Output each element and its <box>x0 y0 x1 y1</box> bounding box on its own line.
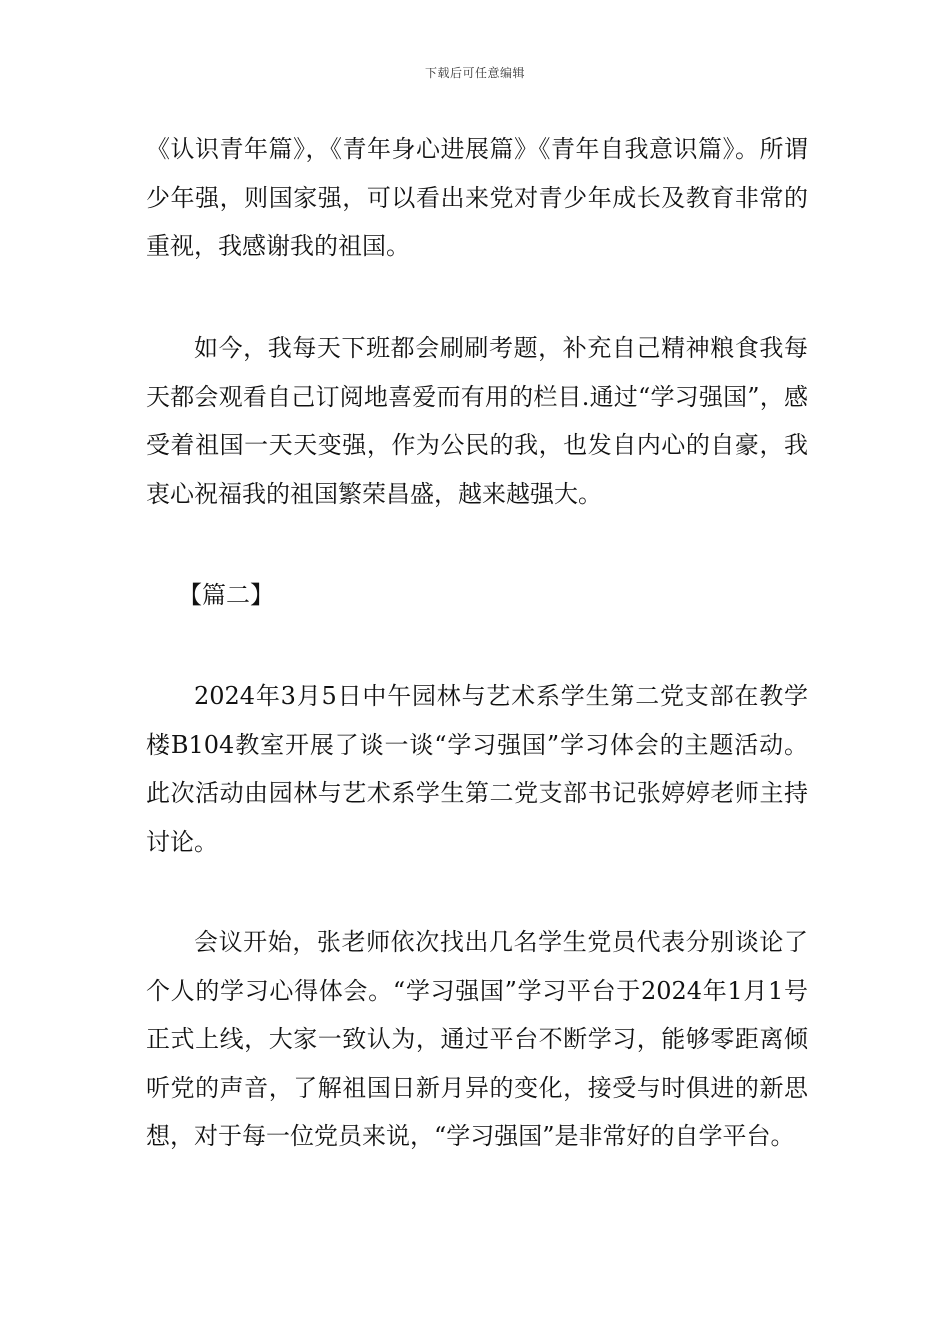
header-note: 下载后可任意编辑 <box>424 66 525 80</box>
paragraph-3: 2024年3月5日中午园林与艺术系学生第二党支部在教学楼B104教室开展了谈一谈“学习强国”学习体会的主题活动。此次活动由园林与艺术系学生第二党支部书记张婷婷老师主持讨论。 <box>146 682 808 856</box>
section-title: 【篇二】 <box>178 581 274 609</box>
paragraph-4: 会议开始，张老师依次找出几名学生党员代表分别谈论了个人的学习心得体会。“学习强国”学习平台于2024年1月1号正式上线，大家一致认为，通过平台不断学习，能够零距离倾听党的声音，了解祖国日新月异的变化，接受与时俱进的新思想，对于每一位党员来说，“学习强国”是非常好的自学平台。 <box>146 928 808 1150</box>
paragraph-1: 《认识青年篇》，《青年身心进展篇》《青年自我意识篇》。所谓少年强，则国家强，可以看出来党对青少年成长及教育非常的重视，我感谢我的祖国。 <box>146 135 808 260</box>
paragraph-2: 如今，我每天下班都会刷刷考题，补充自己精神粮食我每天都会观看自己订阅地喜爱而有用的栏目.通过“学习强国”，感受着祖国一天天变强，作为公民的我，也发自内心的自豪，我衷心祝福我的祖国繁荣昌盛，越来越强大。 <box>146 334 808 508</box>
